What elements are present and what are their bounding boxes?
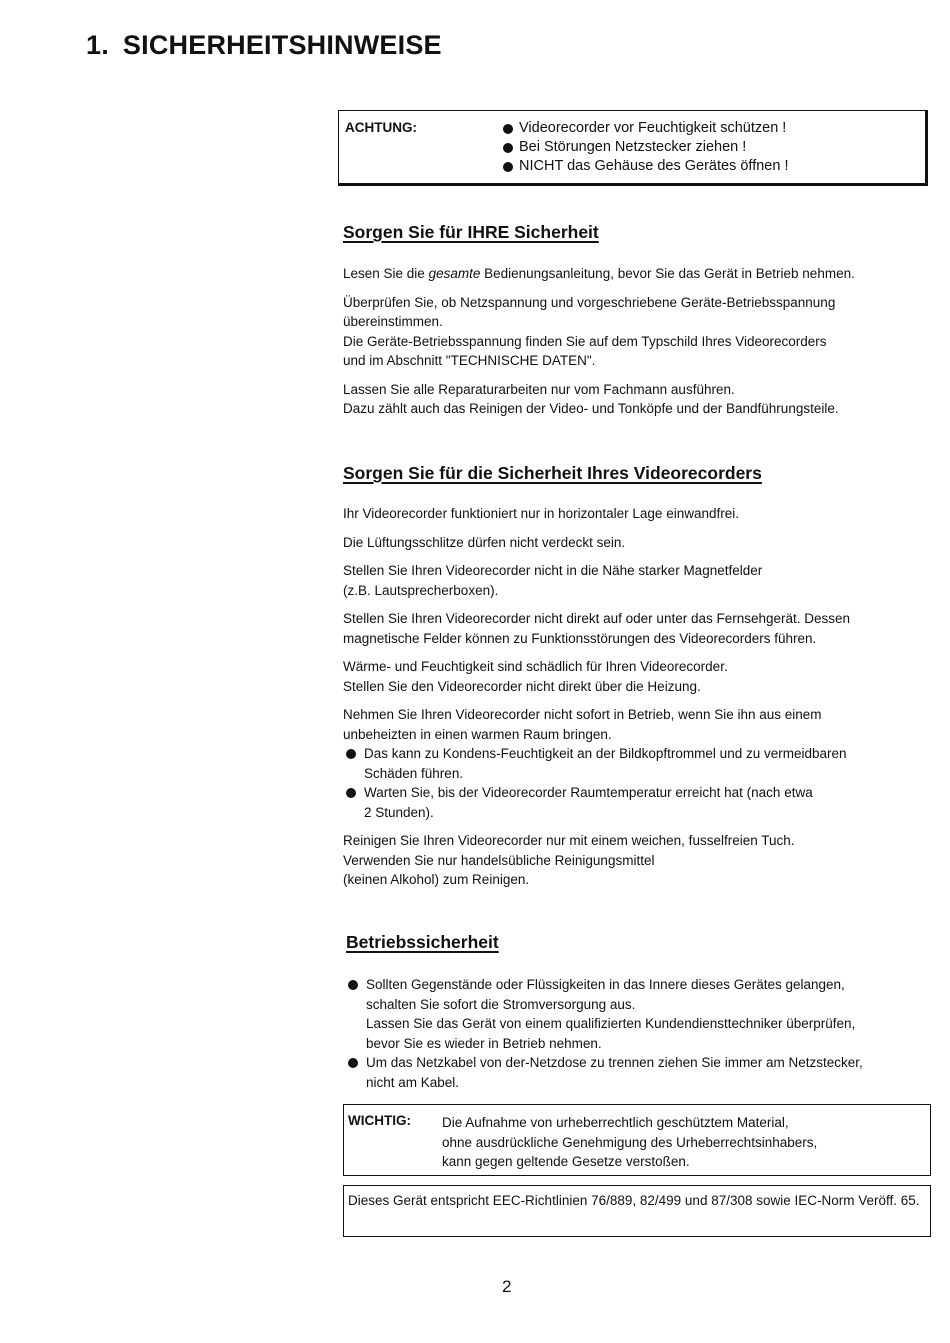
text-line: nicht am Kabel.	[366, 1074, 460, 1090]
text-line: bevor Sie es wieder in Betrieb nehmen.	[366, 1035, 602, 1051]
text-line: Stellen Sie den Videorecorder nicht direkt über die Heizung.	[343, 678, 701, 694]
text-line: Stellen Sie Ihren Videorecorder nicht in die Nähe starker Magnetfelder	[343, 563, 763, 578]
text-run: Bedienungsanleitung, bevor Sie das Gerät in Betrieb nehmen.	[480, 266, 855, 281]
paragraph	[343, 657, 903, 696]
emphasis-text: gesamte	[428, 266, 481, 281]
achtung-item: NICHT das Gehäuse des Gerätes öffnen !	[503, 157, 788, 176]
section-ihre-sicherheit	[343, 264, 903, 428]
achtung-item: Videorecorder vor Feuchtigkeit schützen !	[503, 119, 788, 138]
wichtig-label: WICHTIG:	[348, 1113, 411, 1128]
text-line: Reinigen Sie Ihren Videorecorder nur mit einem weichen, fusselfreien Tuch.	[343, 833, 795, 848]
bullet-list	[343, 744, 903, 822]
norm-box: Dieses Gerät entspricht EEC-Richtlinien 76/889, 82/499 und 87/308 sowie IEC-Norm Veröff. 65.	[343, 1185, 931, 1237]
section-videorecorder-sicherheit	[343, 504, 903, 899]
paragraph	[343, 705, 903, 744]
text-line: Wärme- und Feuchtigkeit sind schädlich für Ihren Videorecorder.	[343, 659, 728, 674]
achtung-list	[503, 119, 788, 176]
achtung-box	[338, 110, 928, 186]
text-line: Warten Sie, bis der Videorecorder Raumtemperatur erreicht hat (nach etwa	[364, 785, 813, 800]
section-heading-videorecorder-sicherheit: Sorgen Sie für die Sicherheit Ihres Videorecorders	[343, 463, 762, 483]
text-line: kann gegen geltende Gesetze verstoßen.	[442, 1154, 690, 1169]
paragraph	[343, 264, 903, 284]
text-line: Überprüfen Sie, ob Netzspannung und vorgeschriebene Geräte-Betriebsspannung	[343, 294, 836, 310]
paragraph	[343, 293, 903, 371]
section-heading-betriebssicherheit: Betriebssicherheit	[346, 932, 499, 952]
list-item	[345, 1053, 905, 1092]
paragraph	[343, 380, 903, 419]
text-line: Nehmen Sie Ihren Videorecorder nicht sofort in Betrieb, wenn Sie ihn aus einem	[343, 707, 822, 722]
text-line: 2 Stunden).	[364, 804, 434, 820]
text-line: und im Abschnitt "TECHNISCHE DATEN".	[343, 353, 596, 368]
wichtig-box	[343, 1104, 931, 1176]
text-line: unbeheizten in einen warmen Raum bringen.	[343, 726, 612, 742]
text-line: Um das Netzkabel von der-Netzdose zu trennen ziehen Sie immer am Netzstecker,	[366, 1055, 863, 1070]
achtung-item: Bei Störungen Netzstecker ziehen !	[503, 138, 788, 157]
paragraph	[343, 561, 903, 600]
text-line: Stellen Sie Ihren Videorecorder nicht direkt auf oder unter das Fernsehgerät. Dessen	[343, 611, 851, 626]
achtung-label: ACHTUNG:	[345, 120, 417, 135]
text-line: übereinstimmen.	[343, 314, 443, 329]
page-number: 2	[502, 1277, 512, 1296]
text-line: Lassen Sie das Gerät von einem qualifizierten Kundendiensttechniker überprüfen,	[366, 1016, 856, 1031]
text-line: Die Geräte-Betriebsspannung finden Sie auf dem Typschild Ihres Videorecorders	[343, 333, 827, 349]
text-line: Sollten Gegenstände oder Flüssigkeiten in das Innere dieses Gerätes gelangen,	[366, 977, 845, 992]
bullet-list	[345, 975, 905, 1092]
section-title: SICHERHEITSHINWEISE	[122, 30, 442, 60]
text-line: Das kann zu Kondens-Feuchtigkeit an der Bildkopftrommel und zu vermeidbaren	[364, 746, 847, 761]
list-item	[343, 744, 903, 783]
list-item	[345, 975, 905, 1053]
section-number: 1.	[86, 30, 109, 60]
paragraph: Die Lüftungsschlitze dürfen nicht verdeckt sein.	[343, 534, 626, 550]
text-line: Dazu zählt auch das Reinigen der Video- und Tonköpfe und der Bandführungsteile.	[343, 401, 839, 416]
list-item	[343, 783, 903, 822]
paragraph: Ihr Videorecorder funktioniert nur in horizontaler Lage einwandfrei.	[343, 506, 739, 521]
text-line: Schäden führen.	[364, 765, 464, 781]
text-line: schalten Sie sofort die Stromversorgung aus.	[366, 996, 636, 1012]
page-title	[86, 30, 442, 61]
text-line: Verwenden Sie nur handelsübliche Reinigungsmittel	[343, 852, 655, 868]
text-line: (keinen Alkohol) zum Reinigen.	[343, 872, 530, 887]
paragraph	[343, 831, 903, 890]
text-line: Die Aufnahme von urheberrechtlich geschütztem Material,	[442, 1115, 789, 1130]
section-heading-ihre-sicherheit: Sorgen Sie für IHRE Sicherheit	[343, 222, 599, 242]
section-betriebssicherheit	[345, 975, 905, 1101]
text-line: (z.B. Lautsprecherboxen).	[343, 582, 499, 598]
wichtig-text	[442, 1113, 817, 1172]
text-line: ohne ausdrückliche Genehmigung des Urheberrechtsinhabers,	[442, 1134, 818, 1150]
text-run: Lesen Sie die	[343, 266, 429, 281]
text-line: Lassen Sie alle Reparaturarbeiten nur vom Fachmann ausführen.	[343, 381, 735, 397]
text-line: magnetische Felder können zu Funktionsstörungen des Videorecorders führen.	[343, 630, 817, 646]
paragraph	[343, 609, 903, 648]
